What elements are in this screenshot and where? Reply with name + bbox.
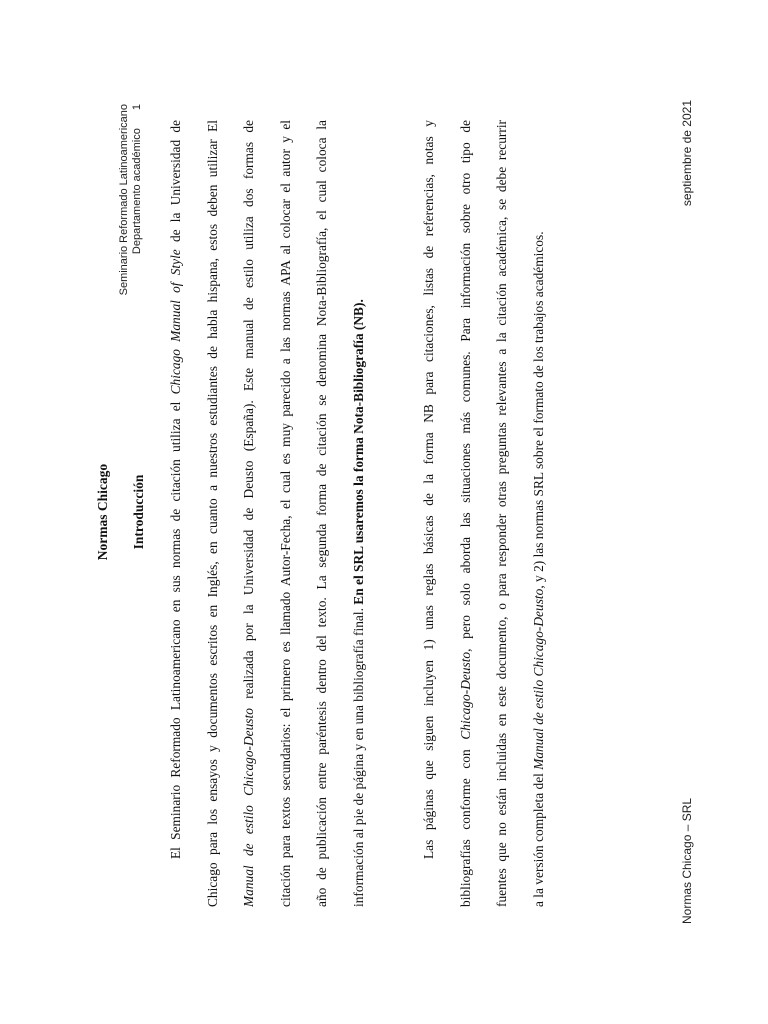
bold-statement: En el SRL usaremos la forma Nota-Bibliografía (NB). bbox=[350, 299, 366, 605]
paragraph-line bbox=[166, 120, 203, 907]
paragraph-line: fuentes que no están incluidas en este documento, o para responder otras preguntas relevantes a la citación académica, se debe recurrir bbox=[494, 120, 510, 907]
italic-title: Chicago-Deusto bbox=[457, 651, 473, 740]
header-institution: Seminario Reformado Latinoamericano bbox=[118, 104, 130, 296]
header-page-number: 1 bbox=[131, 104, 143, 111]
italic-title: Chicago Manual of Style bbox=[168, 249, 183, 395]
paragraph-line: Las páginas que siguen incluyen 1) unas reglas básicas de la forma NB para citaciones, listas de referencias, notas y bbox=[421, 120, 436, 859]
text-span: , pero solo aborda las situaciones más comunes. Para información sobre otro tipo de bbox=[457, 120, 473, 652]
section-heading: Introducción bbox=[131, 474, 146, 550]
text-span: realizada por la Universidad de Deusto (España). Este manual de estilo utiliza dos formas de bbox=[241, 120, 257, 709]
paragraph-line bbox=[529, 120, 566, 907]
text-span: a la versión completa del bbox=[530, 769, 546, 907]
paragraph-line bbox=[456, 120, 493, 907]
paragraph-line: Chicago para los ensayos y documentos escritos en Inglés, en cuanto a nuestros estudiantes de habla hispana, estos deben utilizar El bbox=[204, 120, 220, 907]
text-span: de la Universidad de bbox=[168, 120, 183, 250]
paragraph-scope bbox=[419, 120, 565, 907]
document-title: Normas Chicago bbox=[95, 463, 110, 561]
text-span: información al pie de página y en una bibliografía final. bbox=[350, 604, 366, 907]
text-span: bibliografías conforme con bbox=[457, 739, 473, 907]
paragraph-intro bbox=[166, 120, 386, 907]
footer-left: Normas Chicago – SRL bbox=[680, 797, 694, 924]
paragraph-line bbox=[239, 120, 276, 907]
text-span: , y 2) las normas SRL sobre el formato de los trabajos académicos. bbox=[530, 231, 546, 589]
paragraph-line: citación para textos secundarios: el primero es llamado Autor-Fecha, el cual es muy parecido a las normas APA al colocar el autor y el bbox=[277, 120, 293, 907]
text-span: El Seminario Reformado Latinoamericano en sus normas de citación utiliza el bbox=[168, 394, 183, 859]
footer-right: septiembre de 2021 bbox=[680, 100, 694, 207]
header-department: Departamento académico bbox=[131, 128, 143, 255]
paragraph-line bbox=[349, 120, 386, 907]
paragraph-line: año de publicación entre paréntesis dentro del texto. La segunda forma de citación se denomina Nota-Bibliografía, el cual coloca la bbox=[314, 120, 330, 907]
italic-title: Manual de estilo Chicago-Deusto bbox=[530, 588, 546, 770]
italic-title: Manual de estilo Chicago-Deusto bbox=[241, 708, 257, 907]
